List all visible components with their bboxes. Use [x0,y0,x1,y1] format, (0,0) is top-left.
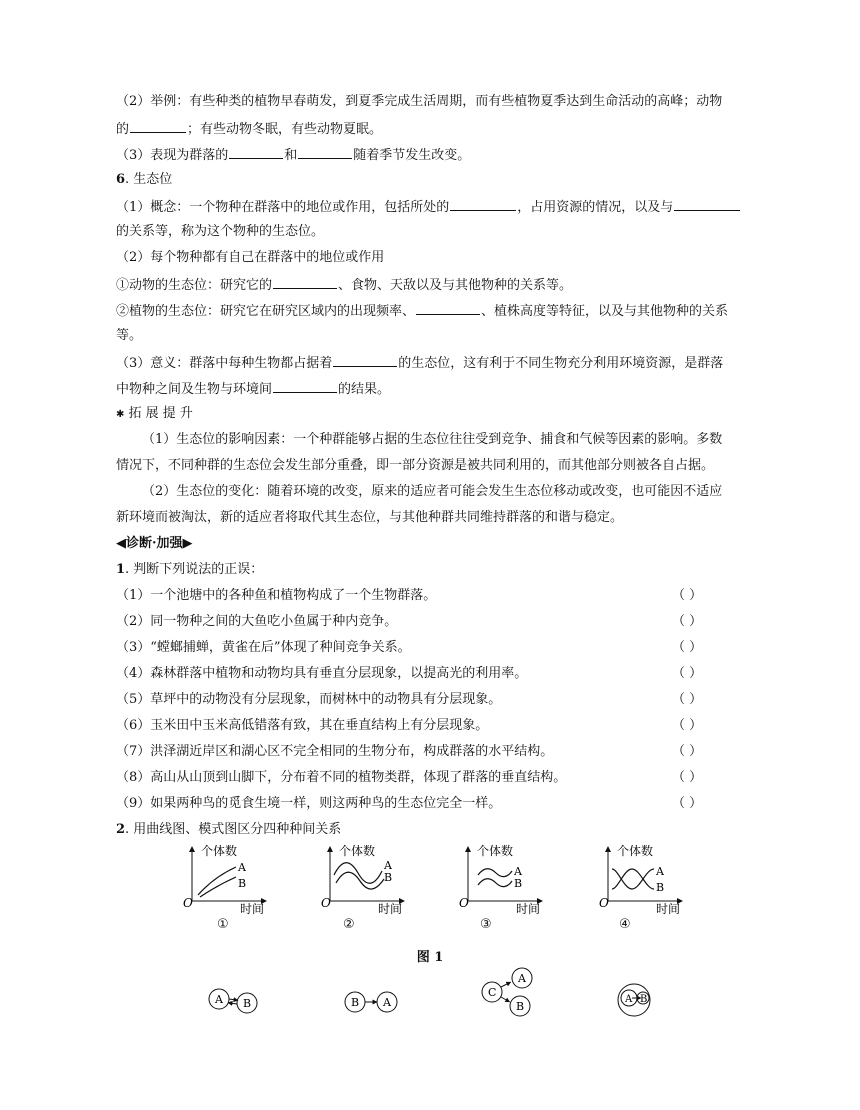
judge-item-1: （1）一个池塘中的各种鱼和植物构成了一个生物群落。 [116,588,437,603]
pattern-diagram-3 [478,966,540,1018]
fill-blank[interactable] [273,378,337,393]
s5-text: 和 [284,148,298,163]
fill-blank[interactable] [130,118,186,133]
figure-caption-2: ② [343,917,355,932]
s6-text: （3）意义：群落中每种生物都占据着 [116,356,333,371]
s6-meaning-line1 [116,352,723,374]
answer-parentheses[interactable]: （ ） [672,796,703,811]
pattern-diagram-1 [205,985,265,1019]
s6-item2: （2）每个物种都有自己在群落中的地位或作用 [116,250,385,265]
node-label-a: A [215,993,223,1006]
s6-text: 的结果。 [338,382,391,397]
question-1-heading [116,560,263,580]
series-label-a: A [238,861,246,874]
asterisk-icon: ✱ [116,409,125,420]
origin-label: O [459,896,469,910]
judge-item-8: （8）高山从山顶到山脚下，分布着不同的植物类群，体现了群落的垂直结构。 [116,770,567,785]
y-axis-label: 个体数 [617,844,654,858]
x-axis-label: 时间 [378,902,403,915]
judge-item-7: （7）洪泽湖近岸区和湖心区不完全相同的生物分布，构成群落的水平结构。 [116,744,554,759]
answer-parentheses[interactable]: （ ） [672,770,703,785]
s5-text: （3）表现为群落的 [116,148,229,163]
series-label-b: B [238,877,247,890]
s6-text: ②植物的生态位：研究它在研究区域内的出现频率、 [116,304,416,319]
figure-caption-1: ① [217,917,229,932]
ext-p1-line1: （1）生态位的影响因素：一个种群能够占据的生态位往往受到竞争、捕食和气候等因素的影响。多数 [142,432,723,447]
node-label-b: B [640,994,648,1005]
section-number: 6 [116,172,126,187]
s6-plant-niche-cont: 等。 [116,328,143,343]
answer-parentheses[interactable]: （ ） [672,666,703,681]
answer-parentheses[interactable]: （ ） [672,744,703,759]
extension-heading [116,404,193,425]
s6-text: 中物种之间及生物与环境间 [116,382,273,397]
question-title: . 判断下列说法的正误： [125,562,264,577]
s5-p2-line2 [116,118,382,140]
s6-animal-niche [116,274,572,296]
node-label-a: A [518,972,526,985]
node-label-a: A [383,996,391,1009]
fill-blank[interactable] [450,196,516,211]
series-label-b: B [384,871,393,884]
figure-title: 图 1 [416,950,444,965]
series-label-a: A [384,859,392,872]
judge-item-3: （3）“螳螂捕蝉，黄雀在后”体现了种间竞争关系。 [116,640,411,655]
question-title: . 用曲线图、模式图区分四种种间关系 [125,822,342,837]
origin-label: O [183,896,193,910]
extension-title: 拓 展 提 升 [128,406,193,421]
series-label-a: A [656,865,664,878]
answer-parentheses[interactable]: （ ） [672,614,703,629]
fill-blank[interactable] [229,144,283,159]
node-label-c: C [488,986,497,999]
curve-graph-2 [318,843,408,915]
answer-parentheses[interactable]: （ ） [672,692,703,707]
origin-label: O [599,896,609,910]
ext-p2-line2: 新环境而被淘汰，新的适应者将取代其生态位，与其他种群共同维持群落的和谐与稳定。 [116,510,624,525]
answer-parentheses[interactable]: （ ） [672,640,703,655]
fill-blank[interactable] [416,300,480,315]
s6-text: 的生态位，这有利于不同生物充分利用环境资源，是群落 [398,356,724,371]
x-axis-label: 时间 [656,902,681,915]
node-label-b: B [351,996,360,1009]
fill-blank[interactable] [674,196,740,211]
section-6-heading [116,170,172,190]
judge-item-2: （2）同一物种之间的大鱼吃小鱼属于种内竞争。 [116,614,398,629]
question-number: 1 [116,562,126,577]
x-axis-label: 时间 [240,902,265,915]
curve-graph-4 [596,843,686,915]
fill-blank[interactable] [333,352,397,367]
question-2-heading [116,820,341,840]
question-number: 2 [116,822,126,837]
judge-item-9: （9）如果两种鸟的觅食生境一样，则这两种鸟的生态位完全一样。 [116,796,502,811]
s6-concept-line1 [116,196,741,218]
pattern-diagram-2 [342,989,404,1017]
s5-text: ；有些动物冬眠，有些动物夏眠。 [187,122,383,137]
fill-blank[interactable] [273,274,337,289]
y-axis-label: 个体数 [477,844,514,858]
node-label-a: A [625,994,633,1005]
answer-parentheses[interactable]: （ ） [672,588,703,603]
figure-caption-3: ③ [480,917,492,932]
origin-label: O [321,896,331,910]
diagnosis-header: ◀诊断·加强▶ [116,536,193,551]
y-axis-label: 个体数 [339,844,376,858]
section-title: . 生态位 [125,172,173,187]
ext-p1-line2: 情况下，不同种群的生态位会发生部分重叠，即一部分资源是被共同利用的，而其他部分则被各自占据。 [116,458,715,473]
s5-text: 随着季节发生改变。 [353,148,471,163]
s5-p2-line1: （2）举例：有些种类的植物早春萌发，到夏季完成生活周期，而有些植物夏季达到生命活动的高峰；动物 [116,94,723,109]
node-label-b: B [516,1000,525,1013]
s6-text: （1）概念：一个物种在群落中的地位或作用，包括所处的 [116,200,450,215]
s6-meaning-line2 [116,378,390,400]
figure-caption-4: ④ [619,917,631,932]
curve-graph-1 [180,843,270,915]
s6-text: 、植株高度等特征，以及与其他物种的关系 [481,304,729,319]
curve-graph-3 [456,843,546,915]
y-axis-label: 个体数 [201,844,238,858]
s6-text: ，占用资源的情况，以及与 [517,200,674,215]
judge-item-6: （6）玉米田中玉米高低错落有致，其在垂直结构上有分层现象。 [116,718,489,733]
judge-item-4: （4）森林群落中植物和动物均具有垂直分层现象，以提高光的利用率。 [116,666,528,681]
series-label-b: B [514,877,523,890]
s6-text: 、食物、天敌以及与其他物种的关系等。 [338,278,573,293]
x-axis-label: 时间 [516,902,541,915]
pattern-diagram-4 [614,982,658,1020]
s6-plant-niche [116,300,728,322]
s5-text: 的 [116,122,130,137]
ext-p2-line1: （2）生态位的变化：随着环境的改变，原来的适应者可能会发生生态位移动或改变，也可能因不适应 [142,484,723,499]
series-label-a: A [514,865,522,878]
judge-item-5: （5）草坪中的动物没有分层现象，而树林中的动物具有分层现象。 [116,692,502,707]
node-label-b: B [243,997,252,1010]
s6-text: ①动物的生态位：研究它的 [116,278,273,293]
s6-concept-line2: 的关系等，称为这个物种的生态位。 [116,224,325,239]
fill-blank[interactable] [298,144,352,159]
s5-p3 [116,144,470,166]
answer-parentheses[interactable]: （ ） [672,718,703,733]
series-label-b: B [656,881,665,894]
